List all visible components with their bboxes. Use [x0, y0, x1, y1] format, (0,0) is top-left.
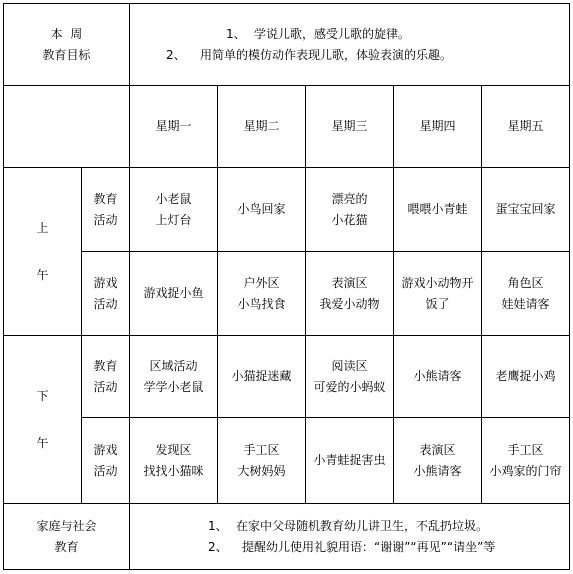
- cell-line: 小鸟找食: [237, 296, 286, 311]
- cell-line: 小猫捉迷藏: [231, 369, 292, 383]
- cell-line: 小花猫: [331, 212, 368, 227]
- cell-line: 大树妈妈: [237, 463, 286, 478]
- cell-line: 小鸡家的门帘: [489, 463, 562, 478]
- goal-item-1-number: 1、: [226, 26, 246, 41]
- family-item-2-text: 提醒幼儿使用礼貌用语：“谢谢”“再见”“请坐”等: [242, 539, 496, 554]
- morning-label-line1: 上: [36, 220, 49, 235]
- goals-label-line2: 教育目标: [42, 47, 91, 62]
- goals-content: [130, 4, 570, 86]
- afternoon-game-label-line2: 活动: [93, 463, 118, 478]
- day-header-thu: 星期四: [394, 86, 482, 168]
- morning-game-label-line2: 活动: [93, 296, 118, 311]
- family-item-2-number: 2、: [208, 539, 228, 554]
- family-label-line2: 教育: [54, 539, 79, 554]
- morning-education-label: [82, 168, 130, 252]
- morning-education-tue: [218, 168, 306, 252]
- afternoon-game-row: [4, 418, 570, 504]
- afternoon-game-fri: [482, 418, 570, 504]
- morning-game-thu: [394, 252, 482, 336]
- afternoon-label-line2: 午: [36, 435, 49, 450]
- afternoon-game-thu: [394, 418, 482, 504]
- goals-row: [4, 4, 570, 86]
- family-label: [4, 504, 130, 570]
- afternoon-education-label-line2: 活动: [93, 379, 118, 394]
- morning-education-row: [4, 168, 570, 252]
- cell-line: 饭了: [425, 296, 450, 311]
- cell-line: 喂喂小青蛙: [407, 202, 468, 216]
- day-header-fri: 星期五: [482, 86, 570, 168]
- cell-line: 游戏小动物开: [401, 275, 474, 290]
- day-header-tue: 星期二: [218, 86, 306, 168]
- day-header-wed: 星期三: [306, 86, 394, 168]
- cell-line: 娃娃请客: [501, 296, 550, 311]
- cell-line: 漂亮的: [331, 191, 368, 206]
- morning-education-mon: [130, 168, 218, 252]
- afternoon-education-label-line1: 教育: [93, 358, 118, 373]
- afternoon-education-wed: [306, 336, 394, 418]
- cell-line: 找找小猫咪: [143, 463, 204, 478]
- cell-line: 角色区: [507, 275, 544, 290]
- cell-line: 区域活动: [149, 358, 198, 373]
- family-row: [4, 504, 570, 570]
- cell-line: 上灯台: [155, 212, 192, 227]
- cell-line: 小熊请客: [413, 369, 462, 383]
- cell-line: 小熊请客: [413, 463, 462, 478]
- afternoon-game-mon: [130, 418, 218, 504]
- cell-line: 发现区: [155, 442, 192, 457]
- morning-game-tue: [218, 252, 306, 336]
- cell-line: 表演区: [419, 442, 456, 457]
- corner-cell: [4, 86, 130, 168]
- family-item-1-text: 在家中父母随机教育幼儿讲卫生，不乱扔垃圾。: [236, 518, 489, 533]
- afternoon-game-tue: [218, 418, 306, 504]
- family-item-2: [208, 537, 569, 558]
- goal-item-1-text: 学说儿歌，感受儿歌的旋律。: [254, 26, 411, 41]
- day-header-row: [4, 86, 570, 168]
- morning-education-thu: [394, 168, 482, 252]
- morning-education-label-line1: 教育: [93, 191, 118, 206]
- family-label-line1: 家庭与社会: [36, 518, 97, 533]
- morning-label-line2: 午: [36, 267, 49, 282]
- cell-line: 表演区: [331, 275, 368, 290]
- family-content: [130, 504, 570, 570]
- cell-line: 手工区: [507, 442, 544, 457]
- afternoon-education-row: [4, 336, 570, 418]
- morning-education-fri: [482, 168, 570, 252]
- goal-item-2-text: 用简单的模仿动作表现儿歌，体验表演的乐趣。: [200, 47, 453, 62]
- morning-label: [4, 168, 82, 336]
- day-header-mon: 星期一: [130, 86, 218, 168]
- afternoon-label: [4, 336, 82, 504]
- goals-label: [4, 4, 130, 86]
- weekly-plan-table: [3, 3, 570, 570]
- morning-game-mon: [130, 252, 218, 336]
- morning-game-label: [82, 252, 130, 336]
- goal-item-2: [166, 45, 569, 66]
- morning-game-fri: [482, 252, 570, 336]
- afternoon-game-label: [82, 418, 130, 504]
- afternoon-education-fri: [482, 336, 570, 418]
- cell-line: 户外区: [243, 275, 280, 290]
- cell-line: 小老鼠: [155, 191, 192, 206]
- cell-line: 游戏捉小鱼: [143, 286, 204, 300]
- goals-label-line1: 本 周: [50, 26, 83, 41]
- goal-item-2-number: 2、: [166, 47, 186, 62]
- morning-game-label-line1: 游戏: [93, 275, 118, 290]
- afternoon-game-wed: [306, 418, 394, 504]
- afternoon-education-thu: [394, 336, 482, 418]
- cell-line: 老鹰捉小鸡: [495, 369, 556, 383]
- cell-line: 可爱的小蚂蚁: [313, 379, 386, 394]
- cell-line: 手工区: [243, 442, 280, 457]
- afternoon-education-mon: [130, 336, 218, 418]
- cell-line: 阅读区: [331, 358, 368, 373]
- family-item-1: [208, 516, 569, 537]
- cell-line: 小鸟回家: [237, 202, 286, 216]
- afternoon-education-tue: [218, 336, 306, 418]
- morning-education-wed: [306, 168, 394, 252]
- afternoon-label-line1: 下: [36, 388, 49, 403]
- morning-game-wed: [306, 252, 394, 336]
- family-item-1-number: 1、: [208, 518, 228, 533]
- morning-education-label-line2: 活动: [93, 212, 118, 227]
- morning-game-row: [4, 252, 570, 336]
- afternoon-game-label-line1: 游戏: [93, 442, 118, 457]
- afternoon-education-label: [82, 336, 130, 418]
- cell-line: 蛋宝宝回家: [495, 202, 556, 216]
- cell-line: 小青蛙捉害虫: [313, 453, 386, 467]
- goal-item-1: [226, 24, 569, 45]
- cell-line: 学学小老鼠: [143, 379, 204, 394]
- cell-line: 我爱小动物: [319, 296, 380, 311]
